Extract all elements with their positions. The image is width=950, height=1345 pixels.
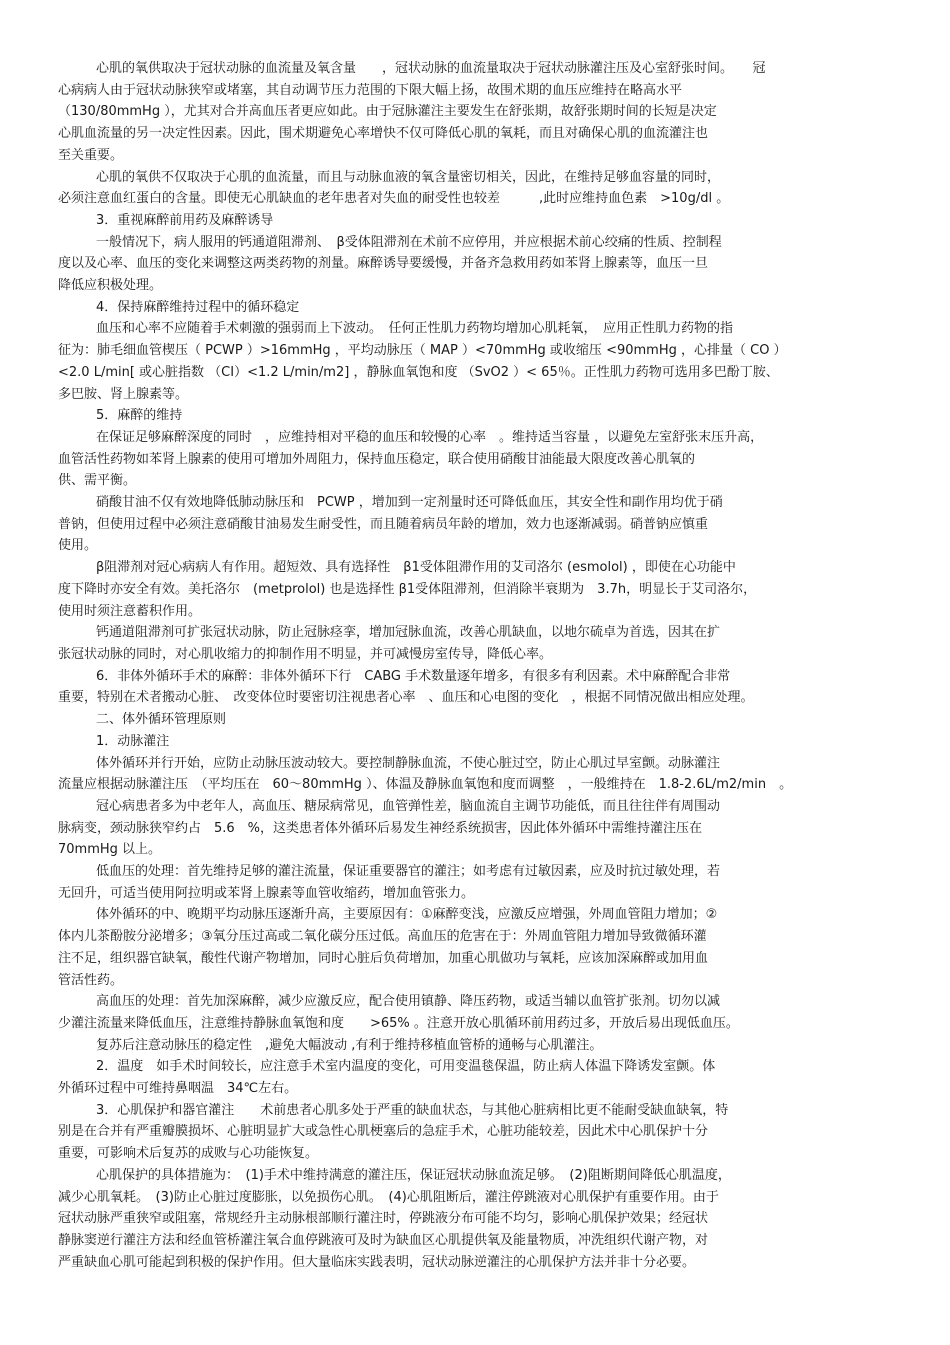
text-line: 3．心肌保护和器官灌注 术前患者心肌多处于严重的缺血状态，与其他心脏病相比更不能耐受缺血缺氧，特 xyxy=(96,1102,729,1118)
text-line: 血压和心率不应随着手术刺激的强弱而上下波动。 任何正性肌力药物均增加心肌耗氧， 应用正性肌力药物的指 xyxy=(96,321,734,337)
text-line: 体外循环并行开始，应防止动脉压波动较大。要控制静脉血流，不使心脏过空，防止心肌过早室颤。动脉灌注 xyxy=(96,755,721,771)
text-line: 征为：肺毛细血管楔压（ PCWP ）>16mmHg ，平均动脉压（ MAP ）<70mmHg 或收缩压 <90mmHg ，心排量（ CO ） xyxy=(58,343,787,359)
text-line: 体外循环的中、晚期平均动脉压逐渐升高，主要原因有：①麻醉变浅，应激反应增强，外周血管阻力增加；② xyxy=(96,907,718,923)
text-line: 减少心肌氧耗。 (3)防止心脏过度膨胀，以免损伤心肌。 (4)心肌阻断后，灌注停跳液对心肌保护有重要作用。由于 xyxy=(58,1189,719,1205)
text-line: 重要，可影响术后复苏的成败与心功能恢复。 xyxy=(58,1146,319,1162)
text-line: 心肌保护的具体措施为： (1)手术中维持满意的灌注压，保证冠状动脉血流足够。 (2)阻断期间降低心肌温度， xyxy=(96,1167,731,1183)
text-line: 血管活性药物如苯肾上腺素的使用可增加外周阻力，保持血压稳定，联合使用硝酸甘油能最大限度改善心肌氧的 xyxy=(58,451,696,467)
text-line: 静脉窦逆行灌注方法和经血管桥灌注氧合血停跳液可及时为缺血区心肌提供氧及能量物质，冲洗组织代谢产物，对 xyxy=(58,1232,709,1248)
text-line: 无回升，可适当使用阿拉明或苯肾上腺素等血管收缩药，增加血管张力。 xyxy=(58,885,475,901)
text-line: 脉病变，颈动脉狭窄约占 5.6 %，这类患者体外循环后易发生神经系统损害，因此体外循环中需维持灌注压在 xyxy=(58,820,703,836)
text-line: 普钠，但使用过程中必须注意硝酸甘油易发生耐受性，而且随着病员年龄的增加，效力也逐渐减弱。硝普钠应慎重 xyxy=(58,516,709,532)
text-line: 5．麻醉的维持 xyxy=(96,408,183,424)
text-line: 注不足，组织器官缺氧，酸性代谢产物增加，同时心脏后负荷增加，加重心肌做功与氧耗，应该加深麻醉或加用血 xyxy=(58,950,709,966)
text-line: 心肌的氧供取决于冠状动脉的血流量及氧含量 ，冠状动脉的血流量取决于冠状动脉灌注压及心室舒张时间。 冠 xyxy=(96,61,766,76)
text-line: 必须注意血红蛋白的含量。即使无心肌缺血的老年患者对失血的耐受性也较差 ,此时应维持血色素 >10g/dl 。 xyxy=(58,191,730,207)
text-line: <2.0 L/min[ 或心脏指数 （CI）<1.2 L/min/m2] ，静脉血氧饱和度 （SvO2 ）< 65％。正性肌力药物可选用多巴酚丁胺、 xyxy=(58,364,779,380)
text-line: 至关重要。 xyxy=(58,147,124,163)
text-line: 硝酸甘油不仅有效地降低肺动脉压和 PCWP ，增加到一定剂量时还可降低血压，其安全性和副作用均优于硝 xyxy=(96,495,723,511)
text-line: 供、需平衡。 xyxy=(58,473,137,489)
text-line: 体内儿茶酚胺分泌增多；③氧分压过高或二氧化碳分压过低。高血压的危害在于：外周血管阻力增加导致微循环灌 xyxy=(58,929,707,945)
text-line: 使用时须注意蓄积作用。 xyxy=(58,603,202,619)
text-line: 外循环过程中可维持鼻咽温 34℃左右。 xyxy=(58,1081,298,1097)
text-line: 高血压的处理：首先加深麻醉，减少应激反应，配合使用镇静、降压药物，或适当辅以血管扩张剂。切勿以减 xyxy=(96,994,721,1010)
text-line: 在保证足够麻醉深度的同时 ，应维持相对平稳的血压和较慢的心率 。维持适当容量 ，以避免左室舒张末压升高， xyxy=(96,429,764,445)
text-line: 度下降时亦安全有效。美托洛尔 (metprolol) 也是选择性 β1受体阻滞剂，但消除半衰期为 3.7h，明显长于艾司洛尔， xyxy=(58,581,757,597)
text-line: 复苏后注意动脉压的稳定性 ,避免大幅波动 ,有利于维持移植血管桥的通畅与心肌灌注。 xyxy=(96,1037,603,1053)
text-line: 重要，特别在术者搬动心脏、 改变体位时要密切注视患者心率 、血压和心电图的变化 ，根据不同情况做出相应处理。 xyxy=(58,690,754,706)
text-line: 度以及心率、血压的变化来调整这两类药物的剂量。麻醉诱导要缓慢，并备齐急救用药如苯肾上腺素等，血压一旦 xyxy=(58,256,709,272)
text-line: 2．温度 如手术时间较长，应注意手术室内温度的变化，可用变温毯保温，防止病人体温下降诱发室颤。体 xyxy=(96,1059,716,1075)
text-line: 张冠状动脉的同时，对心肌收缩力的抑制作用不明显，并可减慢房室传导，降低心率。 xyxy=(58,646,553,662)
text-line: 冠状动脉严重狭窄或阻塞，常规经升主动脉根部顺行灌注时，停跳液分布可能不均匀，影响心肌保护效果；经冠状 xyxy=(58,1211,709,1227)
text-line: 流量应根据动脉灌注压 （平均压在 60～80mmHg ）、体温及静脉血氧饱和度而调整 ，一般维持在 1.8-2.6L/m2/min 。 xyxy=(58,777,793,793)
text-line: 二、体外循环管理原则 xyxy=(96,712,227,728)
text-line: 少灌注流量来降低血压，注意维持静脉血氧饱和度 >65% 。注意开放心肌循环前用药过多，开放后易出现低血压。 xyxy=(58,1015,739,1031)
text-line: 别是在合并有严重瓣膜损坏、心脏明显扩大或急性心肌梗塞后的急症手术，心脏功能较差，因此术中心肌保护十分 xyxy=(58,1124,709,1140)
text-line: 冠心病患者多为中老年人，高血压、糖尿病常见，血管弹性差，脑血流自主调节功能低，而且往往伴有周围动 xyxy=(96,798,721,814)
text-line: 降低应积极处理。 xyxy=(58,278,163,294)
text-line: 6．非体外循环手术的麻醉：非体外循环下行 CABG 手术数量逐年增多，有很多有利因素。术中麻醉配合非常 xyxy=(96,668,731,684)
text-line: 1．动脉灌注 xyxy=(96,733,170,749)
text-line: （130/80mmHg ），尤其对合并高血压者更应如此。由于冠脉灌注主要发生在舒张期，故舒张期时间的长短是决定 xyxy=(58,104,717,120)
document-body xyxy=(58,58,900,1273)
text-line: 使用。 xyxy=(58,538,98,554)
text-line: 严重缺血心肌可能起到积极的保护作用。但大量临床实践表明，冠状动脉逆灌注的心肌保护方法并非十分必要。 xyxy=(58,1254,696,1270)
text-line: 低血压的处理：首先维持足够的灌注流量，保证重要器官的灌注；如考虑有过敏因素，应及时抗过敏处理，若 xyxy=(96,864,721,880)
text-line: 心病病人由于冠状动脉狭窄或堵塞，其自动调节压力范围的下限大幅上扬，故围术期的血压应维持在略高水平 xyxy=(58,82,683,98)
text-line: 管活性药。 xyxy=(58,972,124,988)
text-line: 多巴胺、肾上腺素等。 xyxy=(58,386,189,402)
text-line: 3．重视麻醉前用药及麻醉诱导 xyxy=(96,212,274,228)
text-line: β阻滞剂对冠心病病人有作用。超短效、具有选择性 β1受体阻滞作用的艾司洛尔 (esmolol) ，即使在心功能中 xyxy=(96,560,736,576)
text-line: 4．保持麻醉维持过程中的循环稳定 xyxy=(96,299,300,315)
text-line: 70mmHg 以上。 xyxy=(58,842,162,858)
text-line: 心肌血流量的另一决定性因素。因此，围术期避免心率增快不仅可降低心肌的氧耗，而且对确保心肌的血流灌注也 xyxy=(58,126,709,142)
text-line: 心肌的氧供不仅取决于心肌的血流量，而且与动脉血液的氧含量密切相关，因此，在维持足够血容量的同时， xyxy=(96,169,721,185)
text-line: 一般情况下，病人服用的钙通道阻滞剂、 β受体阻滞剂在术前不应停用，并应根据术前心绞痛的性质、控制程 xyxy=(96,234,722,250)
text-line: 钙通道阻滞剂可扩张冠状动脉，防止冠脉痉挛，增加冠脉血流，改善心肌缺血，以地尔硫卓为首选，因其在扩 xyxy=(96,625,721,641)
